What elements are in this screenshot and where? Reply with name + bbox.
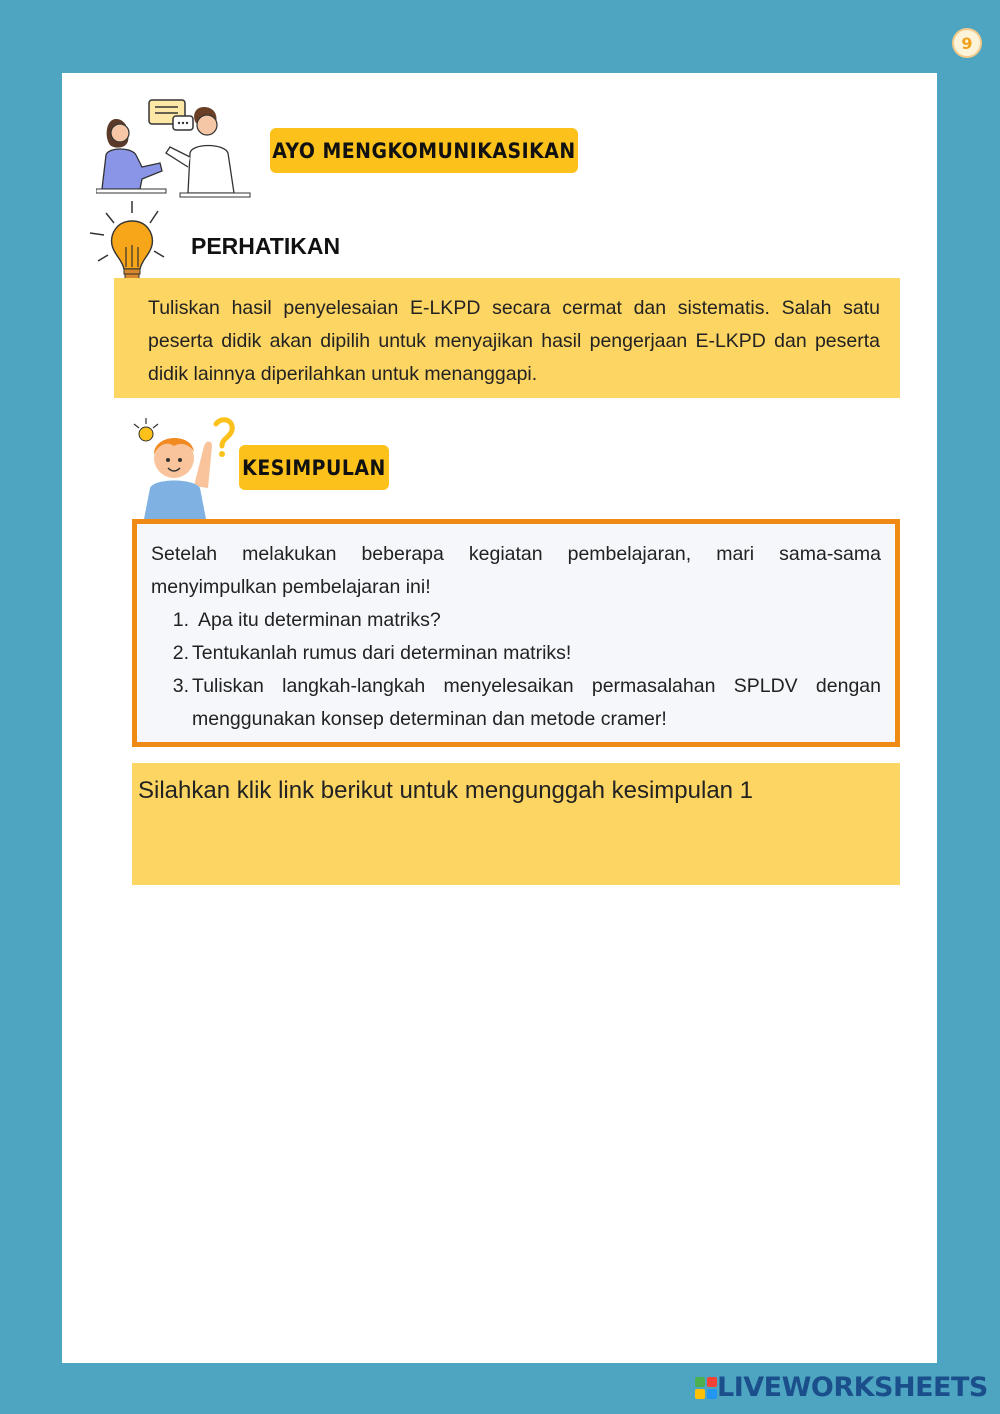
notice-heading: PERHATIKAN (191, 233, 341, 259)
liveworksheets-logo[interactable] (695, 1372, 988, 1403)
people-talking-illustration (96, 97, 251, 205)
notice-text: Tuliskan hasil penyelesaian E-LKPD secara cermat dan sistematis. Salah satu peserta didik akan dipilih untuk menyajikan hasil pengerjaan E-LKPD dan peserta didik lainnya diperilahkan untuk menanggapi. (148, 297, 880, 385)
upload-instruction: Silahkan klik link berikut untuk mengunggah kesimpulan 1 (138, 777, 754, 804)
upload-link-box[interactable] (132, 763, 900, 885)
conclusion-questions (151, 604, 881, 736)
list-item (151, 670, 881, 736)
page-number-badge: 9 (952, 28, 982, 58)
section-title-communicate: AYO MENGKOMUNIKASIKAN (270, 128, 578, 173)
worksheet-page (62, 73, 937, 1363)
liveworksheets-logo-icon (695, 1377, 717, 1399)
question-number: 2. (172, 642, 189, 664)
question-text: Tuliskan langkah-langkah menyelesaikan permasalahan SPLDV dengan menggunakan konsep determinan dan metode cramer! (192, 675, 881, 730)
conclusion-intro: Setelah melakukan beberapa kegiatan pembelajaran, mari sama-sama menyimpulkan pembelajaran ini! (151, 543, 881, 598)
question-number: 3. (172, 675, 189, 697)
brand-name: LIVEWORKSHEETS (717, 1372, 988, 1403)
list-item (151, 637, 881, 670)
section-title-conclusion: KESIMPULAN (239, 445, 389, 490)
conclusion-box (132, 519, 900, 747)
question-text: Apa itu determinan matriks? (198, 609, 441, 631)
question-number: 1. (172, 609, 189, 631)
notice-box (114, 278, 900, 398)
list-item (151, 604, 881, 637)
thinking-boy-illustration (130, 416, 240, 519)
question-text: Tentukanlah rumus dari determinan matriks! (192, 642, 572, 664)
